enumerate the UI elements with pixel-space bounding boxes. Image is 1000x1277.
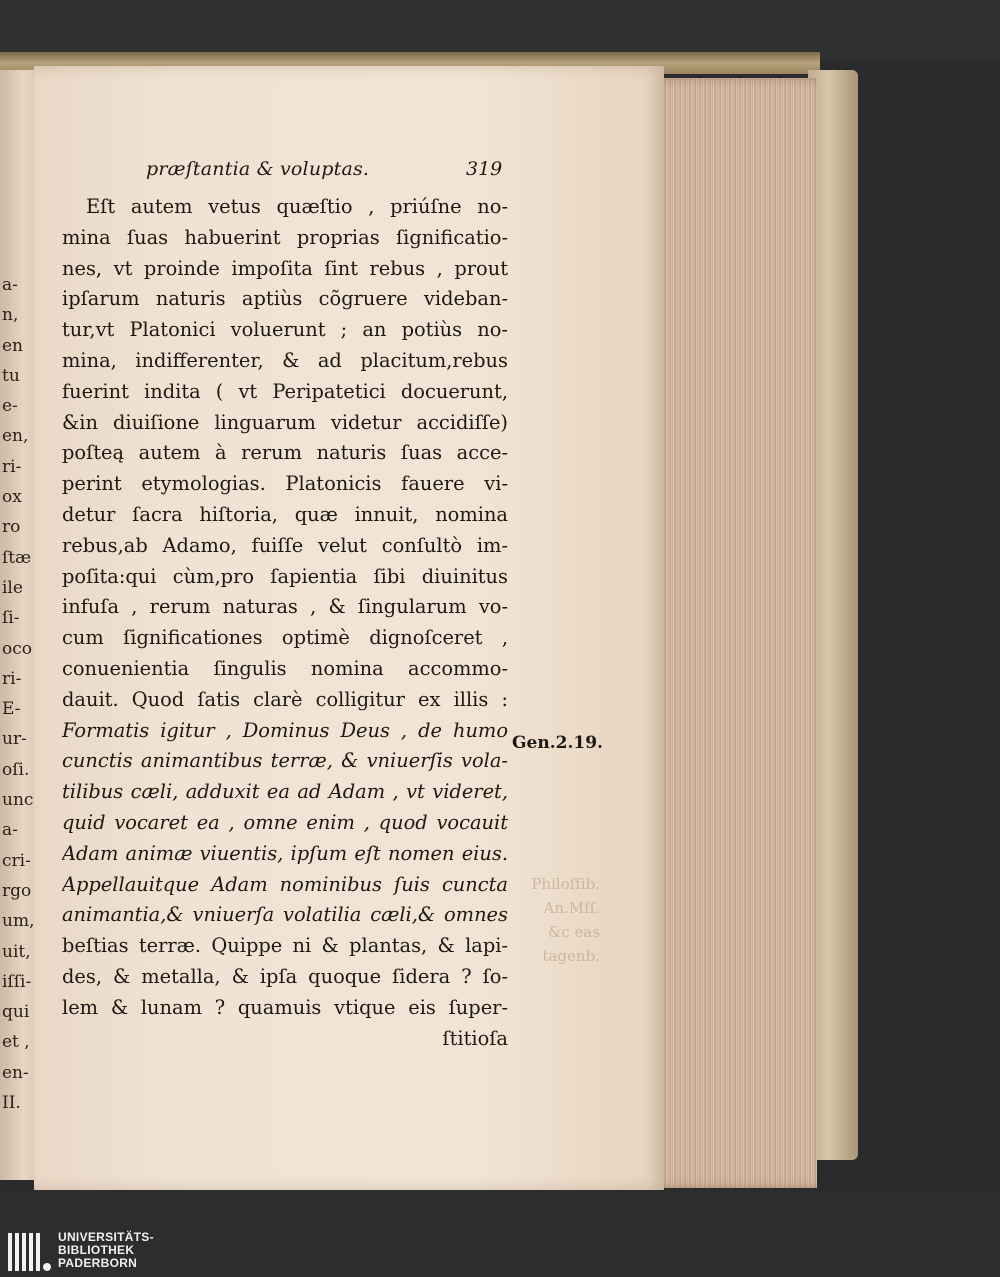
left-page-fragment: ri- <box>2 668 22 689</box>
left-page-fragment: ile <box>2 577 23 598</box>
left-page-fragment: en <box>2 335 24 356</box>
left-page-fragment: rgo <box>2 880 32 901</box>
library-logo-icon <box>6 1229 52 1275</box>
text-line: poſita:qui cùm,pro ſapientia ſibi diuinitus <box>62 564 508 588</box>
left-page-fragment: ro <box>2 517 21 538</box>
text-line: ſtitioſa <box>442 1026 508 1050</box>
text-line: des, & metalla, & ipſa quoque ſidera ? ſo- <box>62 964 508 988</box>
show-through-note-line: Philoſſib. <box>531 875 600 893</box>
show-through-note-line: tagenb. <box>542 947 600 965</box>
text-line: tilibus cæli, adduxit ea ad Adam , vt videret, <box>62 780 508 804</box>
text-line: Formatis igitur , Dominus Deus , de humo <box>62 718 508 742</box>
body-text <box>62 192 508 1054</box>
left-page-fragment: a- <box>2 275 18 295</box>
left-page-fragment: E- <box>2 699 21 720</box>
text-line: ipſarum naturis aptiùs cõgruere videban- <box>62 287 508 311</box>
library-logo-text <box>58 1231 154 1270</box>
margin-note: Gen.2.19. <box>512 733 603 753</box>
left-page-fragment: e- <box>2 396 18 417</box>
text-line: Appellauitque Adam nominibus ſuis cuncta <box>62 872 508 896</box>
left-page-fragment: en, <box>2 426 29 447</box>
left-page-fragment: ur- <box>2 729 27 750</box>
logo-line-2: BIBLIOTHEK <box>58 1243 135 1257</box>
text-line: rebus,ab Adamo, fuiſſe velut conſultò im- <box>62 533 508 557</box>
left-page-fragment: um, <box>2 911 35 932</box>
text-line: mina, indifferenter, & ad placitum,rebus <box>62 348 508 372</box>
left-page-fragment: ox <box>2 487 22 508</box>
left-page-fragment: oco <box>2 638 32 659</box>
library-logo <box>6 1229 166 1275</box>
left-page-fragment: unc <box>2 790 34 811</box>
text-line: beſtias terræ. Quippe ni & plantas, & lapi- <box>62 934 508 958</box>
left-page-fragment: et , <box>2 1032 30 1053</box>
left-page-fragment: en- <box>2 1062 29 1083</box>
text-line: cum ſignificationes optimè dignoſceret , <box>62 626 508 650</box>
left-page-fragment: iſſi- <box>2 971 32 992</box>
left-page-fragment: n, <box>2 305 19 326</box>
text-line: nes, vt proinde impoſita ſint rebus , prout <box>62 256 508 280</box>
logo-line-1: UNIVERSITÄTS- <box>58 1230 154 1244</box>
show-through-note-line: An.Mſſ. <box>543 899 600 917</box>
left-page-fragment: qui <box>2 1002 30 1023</box>
logo-line-3: PADERBORN <box>58 1256 138 1270</box>
text-line: poſteą autem à rerum naturis ſuas acce- <box>62 441 508 465</box>
left-page-fragment: ſtæ <box>2 547 32 568</box>
left-page-fragment: a- <box>2 820 18 841</box>
text-line: quid vocaret ea , omne enim , quod vocauit <box>62 810 508 834</box>
left-page-fragment: oſi. <box>2 759 30 780</box>
text-line: &in diuiſione linguarum videtur accidiſſe) <box>62 410 508 434</box>
text-line: Adam animæ viuentis, ipſum eſt nomen eius. <box>62 841 508 865</box>
page-number: 319 <box>466 158 503 180</box>
text-line: animantia,& vniuerſa volatilia cæli,& omnes <box>62 903 508 927</box>
background-top <box>0 0 1000 60</box>
text-line: lem & lunam ? quamuis vtique eis ſuper- <box>62 995 508 1019</box>
text-line: fuerint indita ( vt Peripatetici docuerunt, <box>62 379 508 403</box>
left-page-fragment: II. <box>2 1093 21 1114</box>
text-line: perint etymologias. Platonicis fauere vi- <box>62 472 508 496</box>
page-block-fore-edge <box>652 78 817 1188</box>
text-line: mina ſuas habuerint proprias ſignificatio- <box>62 225 508 249</box>
show-through-note-line: &c eas <box>547 923 600 941</box>
text-line: infuſa , rerum naturas , & ſingularum vo- <box>62 595 508 619</box>
left-page-fragment: ſi- <box>2 608 20 629</box>
left-page-fragment: tu <box>2 365 20 386</box>
text-line: dauit. Quod ſatis clarè colligitur ex illis : <box>62 687 508 711</box>
show-through-note <box>510 872 600 968</box>
text-line: detur ſacra hiſtoria, quæ innuit, nomina <box>62 502 508 526</box>
left-page-fragment: cri- <box>2 850 31 871</box>
left-page-fragment: ri- <box>2 456 22 477</box>
left-page-fragment: uit, <box>2 941 31 962</box>
running-head: præſtantia & voluptas. <box>146 158 370 180</box>
text-line: cunctis animantibus terræ, & vniuerſis vola- <box>62 749 508 773</box>
text-line: Eſt autem vetus quæſtio , priúſne no- <box>86 195 508 218</box>
text-line: tur,vt Platonici voluerunt ; an potiùs no- <box>62 318 508 342</box>
text-line: conuenientia ſingulis nomina accommo- <box>62 656 508 680</box>
